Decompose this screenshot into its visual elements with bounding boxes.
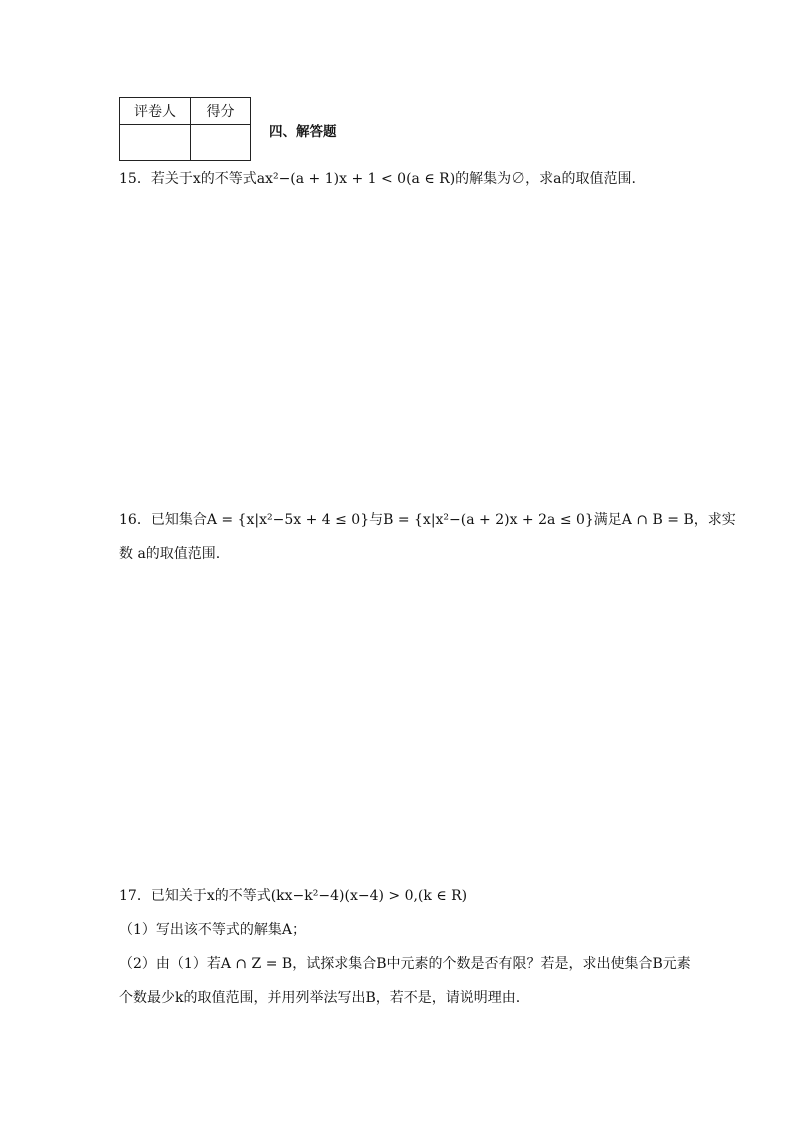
question-line: 15．若关于x的不等式ax²−(a + 1)x + 1 < 0(a ∈ R)的解集为∅，求a的取值范围. [119, 171, 636, 187]
score-cell[interactable] [191, 125, 251, 161]
question-16 [119, 503, 736, 571]
question-subpart-1: （1）写出该不等式的解集A； [119, 922, 307, 938]
question-subpart-2: （2）由（1）若A ∩ Z = B，试探求集合B中元素的个数是否有限？若是，求出使集合B元素 [119, 956, 691, 972]
question-line: 数 a的取值范围. [119, 546, 221, 562]
reviewer-header: 评卷人 [120, 98, 191, 125]
question-17 [119, 879, 691, 1015]
question-15 [119, 162, 684, 196]
score-table [119, 97, 251, 161]
question-line: 17．已知关于x的不等式(kx−k²−4)(x−4) > 0,(k ∈ R) [119, 888, 468, 904]
question-line: 16．已知集合A = {x|x²−5x + 4 ≤ 0}与B = {x|x²−(a + 2)x + 2a ≤ 0}满足A ∩ B = B，求实 [119, 512, 736, 528]
section-title: 四、解答题 [269, 124, 337, 140]
question-subpart-2-cont: 个数最少k的取值范围，并用列举法写出B，若不是，请说明理由. [119, 990, 521, 1006]
reviewer-cell[interactable] [120, 125, 191, 161]
score-header: 得分 [191, 98, 251, 125]
